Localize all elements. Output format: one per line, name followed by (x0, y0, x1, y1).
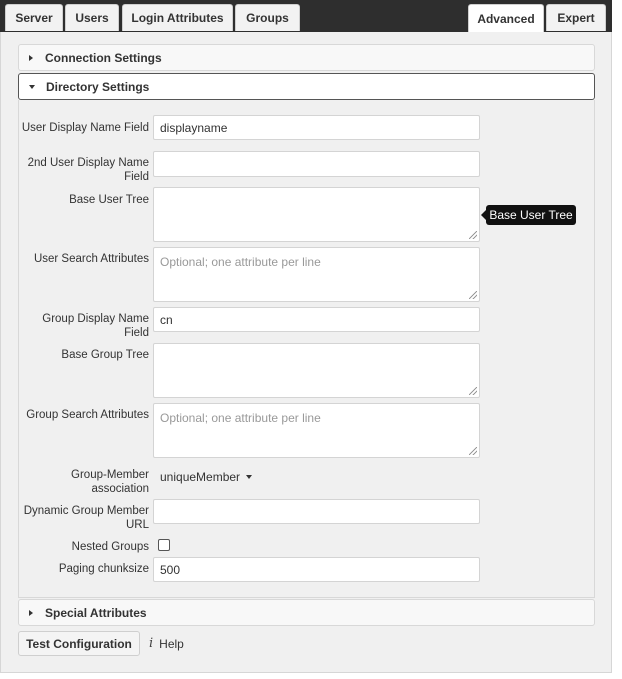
tooltip-arrow-icon (481, 210, 486, 220)
second-user-display-name-label: 2nd User Display Name Field (27, 157, 149, 183)
group-display-name-input[interactable]: cn (153, 307, 480, 332)
tab-login-attributes[interactable]: Login Attributes (122, 4, 233, 31)
tab-expert[interactable]: Expert (546, 4, 606, 31)
caret-right-icon (29, 610, 33, 616)
base-user-tree-textarea[interactable] (153, 187, 480, 242)
resize-handle-icon[interactable] (469, 447, 477, 455)
test-configuration-button[interactable]: Test Configuration (18, 631, 140, 656)
caret-right-icon (29, 55, 33, 61)
group-member-association-select[interactable]: uniqueMember (160, 470, 252, 484)
second-user-display-name-input[interactable] (153, 151, 480, 177)
dynamic-group-member-url-input[interactable] (153, 499, 480, 524)
base-user-tree-label: Base User Tree (69, 194, 149, 206)
resize-handle-icon[interactable] (469, 291, 477, 299)
tab-groups[interactable]: Groups (235, 4, 300, 31)
caret-down-icon (29, 85, 35, 89)
base-group-tree-label: Base Group Tree (61, 349, 149, 361)
section-title: Special Attributes (45, 605, 147, 620)
dynamic-group-member-url-label: Dynamic Group Member URL (23, 505, 149, 531)
resize-handle-icon[interactable] (469, 231, 477, 239)
section-connection-settings[interactable] (18, 44, 595, 71)
section-directory-settings[interactable] (18, 73, 595, 100)
chevron-down-icon (246, 475, 252, 479)
help-link[interactable]: i Help (149, 636, 184, 651)
section-title: Directory Settings (46, 79, 150, 94)
user-display-name-input[interactable]: displayname (153, 115, 480, 140)
user-search-attributes-label: User Search Attributes (33, 253, 149, 265)
tab-users[interactable]: Users (65, 4, 119, 31)
info-icon: i (149, 636, 154, 651)
section-special-attributes[interactable] (18, 599, 595, 626)
group-search-attributes-textarea[interactable]: Optional; one attribute per line (153, 403, 480, 458)
base-group-tree-textarea[interactable] (153, 343, 480, 398)
tab-bar (0, 0, 612, 32)
user-display-name-label: User Display Name Field (21, 122, 149, 134)
tab-server[interactable]: Server (5, 4, 63, 31)
group-search-attributes-label: Group Search Attributes (26, 409, 149, 421)
user-search-attributes-textarea[interactable]: Optional; one attribute per line (153, 247, 480, 302)
group-member-association-label: Group-Member association (71, 469, 149, 495)
resize-handle-icon[interactable] (469, 387, 477, 395)
nested-groups-label: Nested Groups (71, 541, 149, 553)
paging-chunksize-label: Paging chunksize (58, 563, 149, 575)
section-title: Connection Settings (45, 50, 162, 65)
tab-advanced[interactable]: Advanced (468, 4, 544, 32)
group-display-name-label: Group Display Name Field (42, 313, 149, 339)
paging-chunksize-input[interactable]: 500 (153, 557, 480, 582)
base-user-tree-tooltip: Base User Tree (486, 205, 576, 225)
nested-groups-checkbox[interactable] (158, 539, 170, 551)
